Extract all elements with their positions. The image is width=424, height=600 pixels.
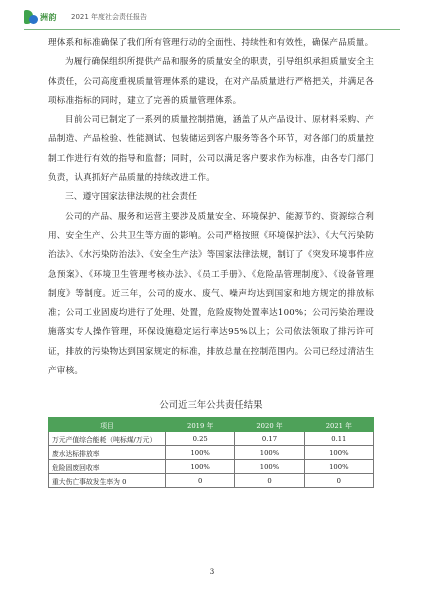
table-cell: 废水达标排放率 (49, 446, 166, 460)
table-row (49, 432, 374, 446)
logo-icon (24, 10, 38, 24)
table-cell: 100% (304, 446, 373, 460)
page-header (24, 6, 400, 28)
page-body (48, 34, 374, 488)
table-row (49, 474, 374, 488)
page-number: 3 (209, 568, 215, 576)
table-cell: 0.11 (304, 432, 373, 446)
paragraph-4: 公司的产品、服务和运营主要涉及质量安全、环境保护、能源节约、资源综合利用、安全生产、公共卫生等方面的影响。公司严格按照《环境保护法》、《大气污染防治法》、《水污染防治法》、《安全生产法》等国家法律法规，制订了《突发环境事件应急预案》、《环境卫生管理考核办法》、《员工手册》、《危险品管理制度》、《设备管理制度》等制度。近三年，公司的废水、废气、噪声均达到国家和地方规定的排放标准；公司工业固废均进行了处理、处置，危险废物处置率达100%；公司污染治理设施落实专人操作管理，环保设施稳定运行率达95%以上；公司依法领取了排污许可证，排放的污染物达到国家规定的标准，排放总量在控制范围内。公司已经过清洁生产审核。 (48, 211, 374, 377)
table-cell: 100% (166, 446, 235, 460)
table-cell: 100% (235, 460, 304, 474)
paragraph-1: 理体系和标准确保了我们所有管理行动的全面性、持续性和有效性，确保产品质量。 (48, 38, 374, 48)
table-header-cell: 2019 年 (166, 418, 235, 432)
responsibility-table (48, 417, 374, 488)
paragraph-3: 目前公司已制定了一系列的质量控制措施，涵盖了从产品设计、原材料采购、产品制造、产品检验、性能测试、包装储运到客户服务等各个环节，对各部门的质量控制工作进行有效的指导和监督；同时，公司以满足客户要求作为标准，由各专门部门负责，认真抓好产品质量的持续改进工作。 (48, 115, 374, 184)
paragraph-2: 为履行确保组织所提供产品和服务的质量安全的职责，引导组织承担质量安全主体责任，公司高度重视质量管理体系的建设，在对产品质量进行严格把关，并满足各项标准指标的同时，建立了完善的质量管理体系。 (48, 57, 374, 106)
table-cell: 0 (166, 474, 235, 488)
table-cell: 100% (235, 446, 304, 460)
table-header-cell: 2021 年 (304, 418, 373, 432)
table-header-row (49, 418, 374, 432)
table-header-cell: 项目 (49, 418, 166, 432)
table-cell: 危险固废回收率 (49, 460, 166, 474)
table-header-cell: 2020 年 (235, 418, 304, 432)
table-cell: 100% (166, 460, 235, 474)
table-title: 公司近三年公共责任结果 (159, 400, 263, 412)
header-divider (24, 29, 400, 30)
company-logo (24, 10, 57, 24)
section-heading: 三、遵守国家法律法规的社会责任 (65, 192, 197, 203)
table-cell: 0 (235, 474, 304, 488)
report-title: 2021 年度社会责任报告 (71, 13, 148, 21)
table-cell: 重大伤亡事故发生率为 0 (49, 474, 166, 488)
table-cell: 0.25 (166, 432, 235, 446)
table-row (49, 460, 374, 474)
table-row (49, 446, 374, 460)
table-cell: 100% (304, 460, 373, 474)
table-cell: 万元产值综合能耗（吨标煤/万元） (49, 432, 166, 446)
logo-text: 洲韵 (40, 12, 57, 22)
table-cell: 0.17 (235, 432, 304, 446)
table-cell: 0 (304, 474, 373, 488)
